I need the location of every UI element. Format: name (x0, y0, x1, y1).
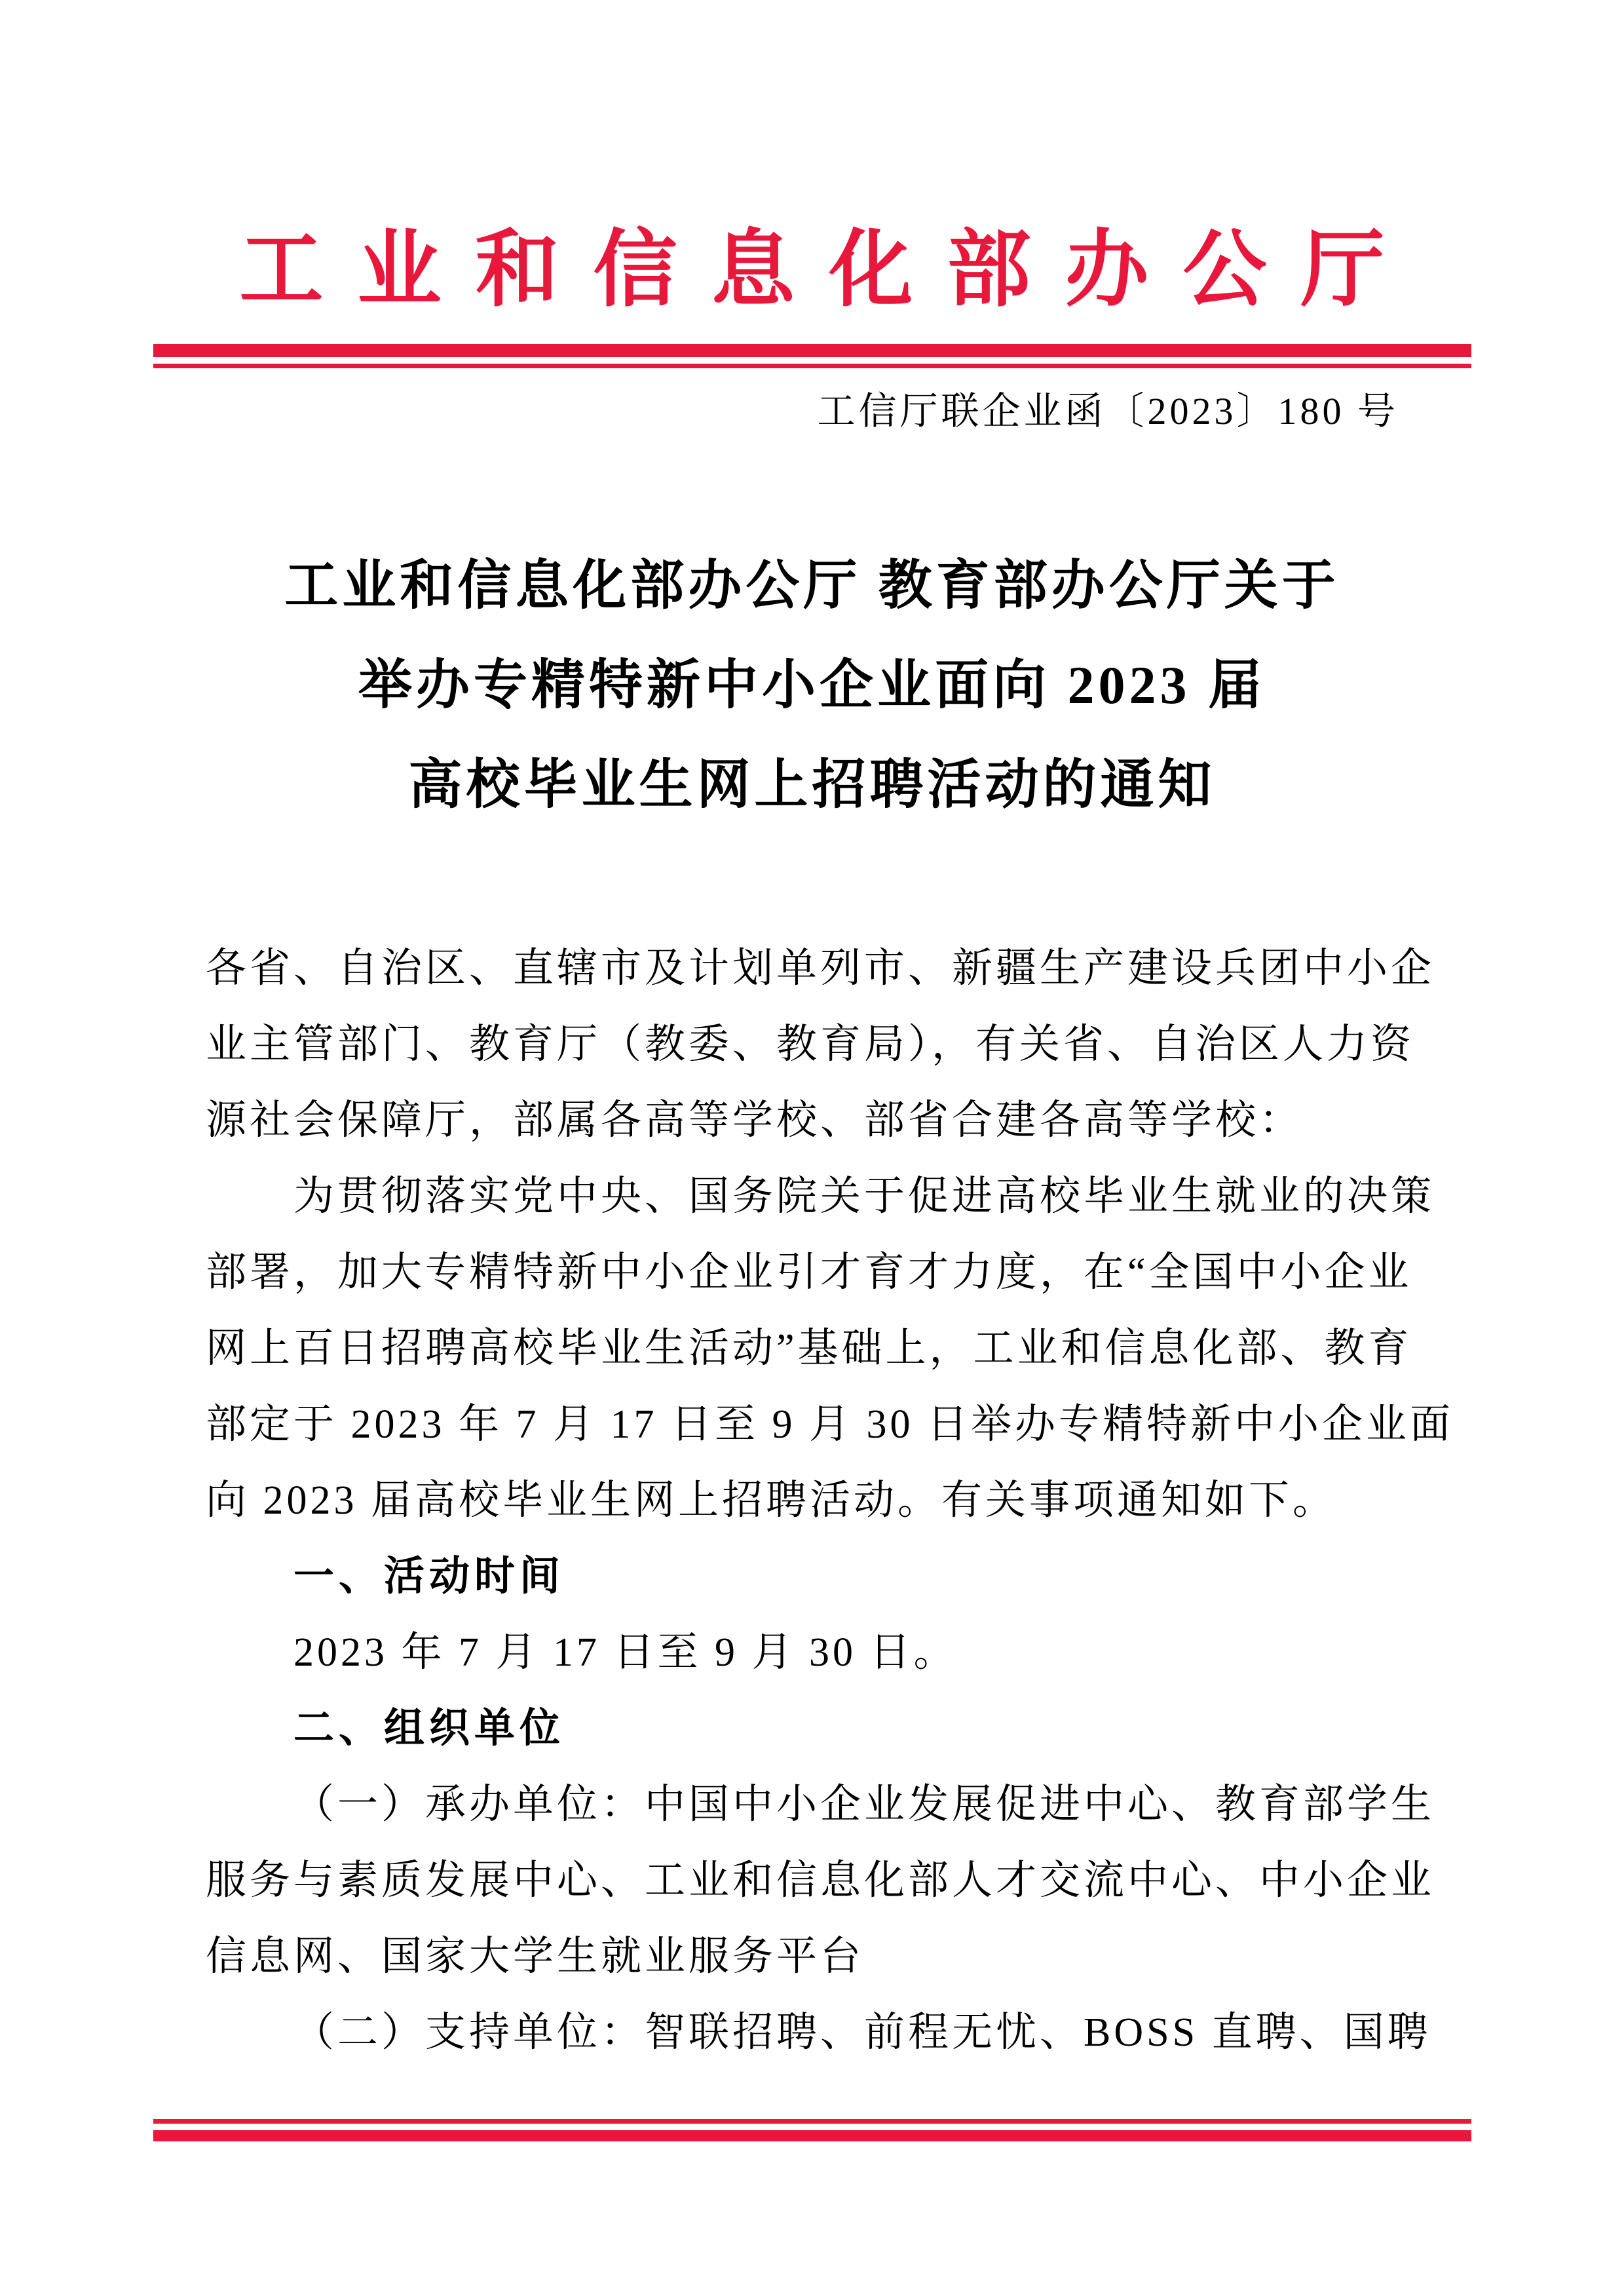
footer-rule-thick (153, 2130, 1471, 2141)
intro-paragraph-line: 为贯彻落实党中央、国务院关于促进高校毕业生就业的决策 (293, 1174, 1435, 1219)
section-1-content: 2023 年 7 月 17 日至 9 月 30 日。 (293, 1630, 958, 1675)
title-line-1: 工业和信息化部办公厅 教育部办公厅关于 (284, 556, 1340, 615)
header-rule-thick (153, 344, 1471, 357)
issuing-agency-masthead: 工业和信息化部办公厅 (239, 223, 1419, 316)
organizer-line: （一）承办单位：中国中小企业发展促进中心、教育部学生 (293, 1782, 1435, 1827)
title-line-2: 举办专精特新中小企业面向 2023 届 (358, 655, 1266, 715)
section-1-heading: 一、活动时间 (293, 1554, 565, 1599)
header-rule-thin (153, 364, 1471, 368)
footer-rule-thin (153, 2119, 1471, 2124)
document-title (0, 536, 1624, 835)
addressee-line: 各省、自治区、直辖市及计划单列市、新疆生产建设兵团中小企 (206, 946, 1435, 991)
addressee-line: 源社会保障厅，部属各高等学校、部省合建各高等学校： (206, 1098, 1304, 1143)
title-line-3: 高校毕业生网上招聘活动的通知 (408, 755, 1216, 814)
organizer-line: 服务与素质发展中心、工业和信息化部人才交流中心、中小企业 (206, 1858, 1435, 1903)
document-body (206, 930, 1454, 2071)
section-2-heading: 二、组织单位 (293, 1706, 565, 1751)
intro-paragraph-line: 部定于 2023 年 7 月 17 日至 9 月 30 日举办专精特新中小企业面 (206, 1402, 1454, 1447)
intro-paragraph-line: 网上百日招聘高校毕业生活动”基础上，工业和信息化部、教育 (206, 1326, 1412, 1371)
addressee-line: 业主管部门、教育厅（教委、教育局），有关省、自治区人力资 (206, 1022, 1415, 1067)
intro-paragraph-line: 向 2023 届高校毕业生网上招聘活动。有关事项通知如下。 (206, 1478, 1337, 1523)
intro-paragraph-line: 部署，加大专精特新中小企业引才育才力度，在“全国中小企业 (206, 1250, 1412, 1295)
document-number: 工信厅联企业函〔2023〕180 号 (817, 390, 1399, 432)
organizer-line: 信息网、国家大学生就业服务平台 (206, 1934, 865, 1979)
supporter-line: （二）支持单位：智联招聘、前程无忧、BOSS 直聘、国聘 (293, 2010, 1431, 2055)
